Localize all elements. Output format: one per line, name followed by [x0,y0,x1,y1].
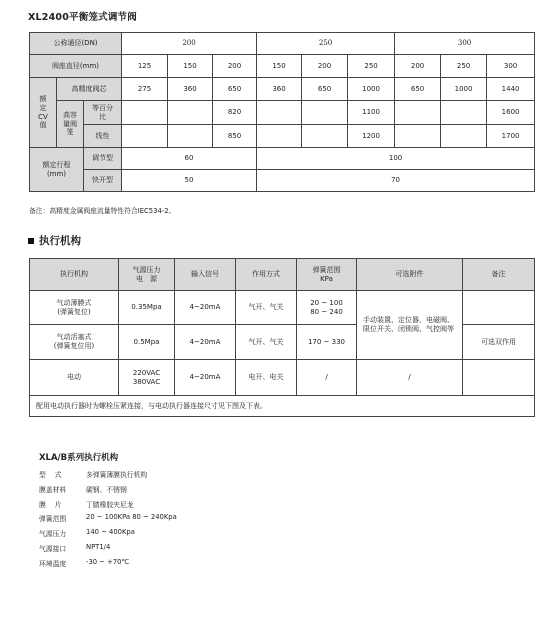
hp-value: 650 [213,78,257,101]
valve-note: 备注：高精度金属阀座流量特性符合IEC534-2。 [29,207,176,215]
hp-value: 650 [395,78,441,101]
actuator-footnote: 配用电动执行器时为螺栓压紧连接，与电动执行器连接尺寸见下图及下表。 [30,396,535,417]
actuator-spring: 20 ~ 100 80 ~ 240 [297,291,357,325]
hp-value: 1440 [487,78,535,101]
actuator-type: 气动薄膜式 (弹簧复位) [30,291,119,325]
reg-label: 调节型 [84,148,122,170]
actuator-signal: 4~20mA [175,360,236,396]
spec-row [39,469,177,484]
nominal-value: 200 [122,33,257,55]
actuator-action: 电开、电关 [236,360,297,396]
hp-value: 1000 [348,78,395,101]
spec-row [39,558,177,573]
eq-value: 820 [213,101,257,125]
spec-row [39,499,177,514]
actuator-supply: 0.5Mpa [119,325,175,360]
actuator-header: 备注 [463,259,535,291]
hp-value: 360 [257,78,302,101]
actuator-note: 可选双作用 [463,325,535,360]
actuator-spring: / [297,360,357,396]
qo-value: 70 [257,170,535,192]
xla-spec-list [39,469,177,573]
valve-title: XL2400平衡笼式调节阀 [28,12,137,23]
actuator-header: 作用方式 [236,259,297,291]
hp-value: 275 [122,78,168,101]
actuator-type: 气动活塞式 (弹簧复位用) [30,325,119,360]
actuator-note [463,360,535,396]
section-title-actuator [28,233,81,248]
actuator-supply: 220VAC 380VAC [119,360,175,396]
nominal-label: 公称通径(DN) [30,33,122,55]
actuator-header: 可选附件 [357,259,463,291]
accessories-electric: / [357,360,463,396]
seat-value: 125 [122,55,168,78]
hp-label: 高精度阀芯 [57,78,122,101]
reg-value: 100 [257,148,535,170]
hp-value: 360 [168,78,213,101]
actuator-type: 电动 [30,360,119,396]
seat-value: 150 [257,55,302,78]
eq-value: 1600 [487,101,535,125]
spec-row [39,513,177,528]
nominal-value: 250 [257,33,395,55]
seat-value: 200 [302,55,348,78]
spec-value: -30 ~ +70℃ [86,557,130,566]
lin-value: 1700 [487,125,535,148]
seat-value: 200 [213,55,257,78]
actuator-signal: 4~20mA [175,291,236,325]
xla-title: XLA/B系列执行机构 [39,453,119,463]
actuator-action: 气开、气关 [236,291,297,325]
spec-value: 多弹簧薄膜执行机构 [86,471,148,479]
actuator-header: 气源压力 电 源 [119,259,175,291]
hp-value: 1000 [441,78,487,101]
spec-value: 140 ~ 400Kpa [86,528,135,537]
spec-row [39,543,177,558]
cv-label: 额定CV值 [30,78,57,148]
actuator-table [29,258,535,417]
actuator-action: 气开、气关 [236,325,297,360]
hc-label: 高容量阀笼 [57,101,84,148]
actuator-spring: 170 ~ 330 [297,325,357,360]
spec-value: 碳钢、不锈钢 [86,485,127,494]
reg-value: 60 [122,148,257,170]
spec-value: 丁腈橡胶夹尼龙 [86,500,134,509]
spec-row [39,484,177,499]
eq-value: 1100 [348,101,395,125]
nominal-value: 300 [395,33,535,55]
spec-key: 膜 片 [39,500,62,509]
qo-value: 50 [122,170,257,192]
actuator-header: 输入信号 [175,259,236,291]
accessories-text: 手动装置、定位器、电磁阀、限位开关、闭锁阀、气控阀等 [357,291,463,360]
actuator-header: 弹簧范围 KPa [297,259,357,291]
spec-key: 膜盖材料 [39,485,67,494]
spec-key: 型 式 [39,471,62,479]
spec-row [39,528,177,543]
seat-value: 250 [441,55,487,78]
travel-label: 额定行程(mm) [30,148,84,192]
actuator-signal: 4~20mA [175,325,236,360]
eq-label: 等百分比 [84,101,122,125]
seat-value: 300 [487,55,535,78]
lin-label: 线性 [84,125,122,148]
spec-value: 20 ~ 100KPa 80 ~ 240Kpa [86,513,177,522]
spec-key: 气源接口 [39,544,67,553]
seat-value: 250 [348,55,395,78]
hp-value: 650 [302,78,348,101]
square-bullet-icon [28,238,34,244]
qo-label: 快开型 [84,170,122,192]
spec-key: 弹簧范围 [39,515,67,524]
seat-value: 200 [395,55,441,78]
lin-value: 850 [213,125,257,148]
actuator-header: 执行机构 [30,259,119,291]
spec-value: NPT1/4 [86,542,111,551]
spec-key: 环境温度 [39,559,67,568]
lin-value: 1200 [348,125,395,148]
seat-value: 150 [168,55,213,78]
valve-spec-table [29,32,535,192]
actuator-section-label: 执行机构 [39,235,81,247]
actuator-supply: 0.35Mpa [119,291,175,325]
spec-key: 气源压力 [39,530,67,539]
actuator-note [463,291,535,325]
seat-label: 阀座直径(mm) [30,55,122,78]
